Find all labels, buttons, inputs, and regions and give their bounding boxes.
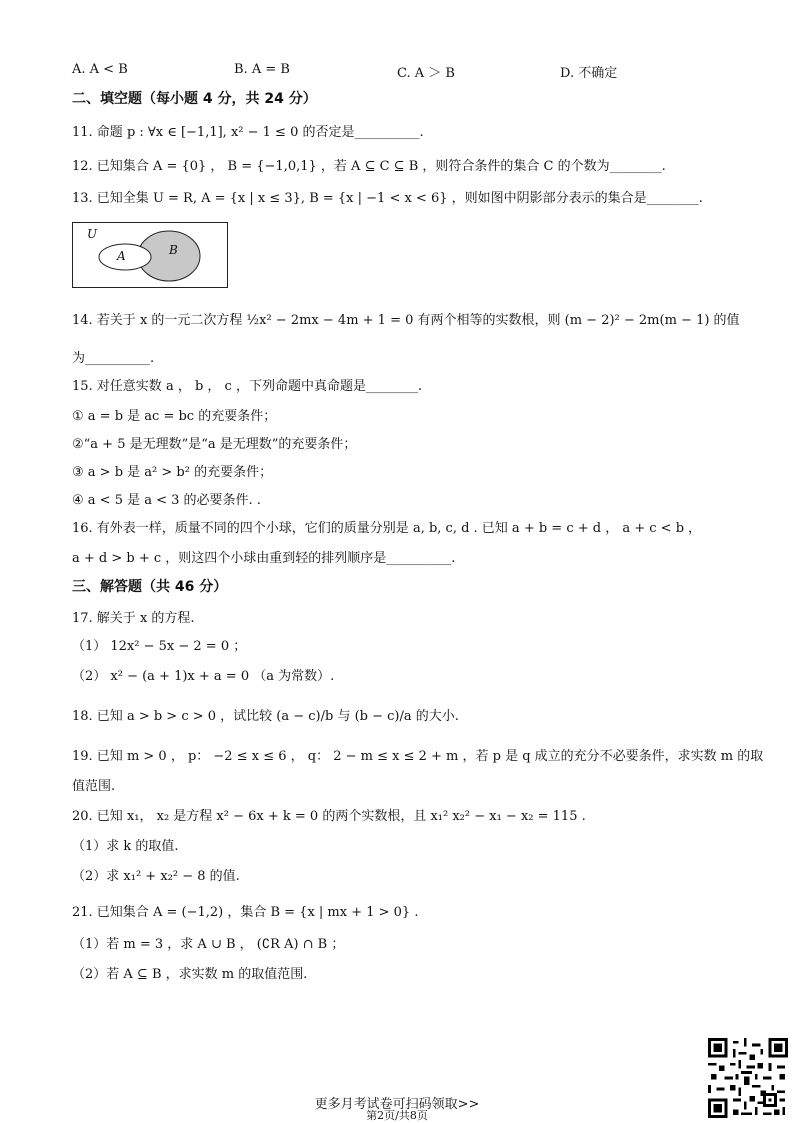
question-15-option-4: ④ a < 5 是 a < 3 的必要条件. . xyxy=(72,493,261,508)
question-11: 11. 命题 p : ∀x ∈ [−1,1], x² − 1 ≤ 0 的否定是__________. xyxy=(72,125,424,140)
question-17-stem: 17. 解关于 x 的方程. xyxy=(72,611,195,626)
question-17-part-1: （1） 12x² − 5x − 2 = 0 ； xyxy=(72,639,247,654)
question-13: 13. 已知全集 U = R, A = {x | x ≤ 3}, B = {x | −1 < x < 6} ，则如图中阴影部分表示的集合是________. xyxy=(72,191,703,206)
question-12: 12. 已知集合 A = {0} ， B = {−1,0,1} ，若 A ⊆ C ⊆ B ，则符合条件的集合 C 的个数为________. xyxy=(72,159,666,174)
question-20-part-1: （1）求 k 的取值. xyxy=(72,839,179,854)
question-18: 18. 已知 a > b > c > 0 ，试比较 (a − c)/b 与 (b − c)/a 的大小. xyxy=(72,709,459,724)
choice-a: A. A < B xyxy=(72,62,128,77)
choice-b: B. A = B xyxy=(234,62,290,77)
question-14-line2: 为__________. xyxy=(72,351,155,366)
footer-promo-link[interactable]: 更多月考试卷可扫码领取>> xyxy=(314,1097,480,1112)
question-16-line1: 16. 有外表一样，质量不同的四个小球，它们的质量分别是 a, b, c, d . 已知 a + b = c + d ， a + c < b ， xyxy=(72,521,702,536)
section-solve-title: 三、解答题（共 46 分） xyxy=(72,579,228,595)
question-21-part-1: （1）若 m = 3 ，求 A ∪ B ， (∁R A) ∩ B ； xyxy=(72,937,345,952)
venn-label-a: A xyxy=(117,249,126,263)
choice-d: D. 不确定 xyxy=(560,66,618,81)
question-19-line2: 值范围. xyxy=(72,779,116,794)
question-19-line1: 19. 已知 m > 0 ， p： −2 ≤ x ≤ 6 ， q： 2 − m ≤ x ≤ 2 + m ，若 p 是 q 成立的充分不必要条件，求实数 m 的取 xyxy=(72,749,764,764)
question-20-part-2: （2）求 x₁² + x₂² − 8 的值. xyxy=(72,869,240,884)
venn-label-u: U xyxy=(87,227,98,241)
choice-c: C. A ＞ B xyxy=(397,66,455,81)
question-15-option-2: ②“a + 5 是无理数”是“a 是无理数”的充要条件； xyxy=(72,437,357,452)
question-21-stem: 21. 已知集合 A = (−1,2) ，集合 B = {x | mx + 1 > 0} . xyxy=(72,905,419,920)
question-15-option-1: ① a = b 是 ac = bc 的充要条件； xyxy=(72,409,277,424)
venn-label-b: B xyxy=(169,243,178,257)
question-21-part-2: （2）若 A ⊆ B ，求实数 m 的取值范围. xyxy=(72,967,308,982)
venn-diagram xyxy=(72,222,228,288)
section-fill-blank-title: 二、填空题（每小题 4 分，共 24 分） xyxy=(72,91,317,107)
question-16-line2: a + d > b + c ，则这四个小球由重到轻的排列顺序是__________. xyxy=(72,551,456,566)
question-20-stem: 20. 已知 x₁， x₂ 是方程 x² − 6x + k = 0 的两个实数根，且 x₁² x₂² − x₁ − x₂ = 115 . xyxy=(72,809,586,824)
question-15-option-3: ③ a > b 是 a² > b² 的充要条件； xyxy=(72,465,273,480)
page-number: 第2页/共8页 xyxy=(366,1109,428,1122)
question-15-stem: 15. 对任意实数 a ， b ， c ，下列命题中真命题是________. xyxy=(72,379,423,394)
question-17-part-2: （2） x² − (a + 1)x + a = 0 （a 为常数）. xyxy=(72,669,335,684)
question-14-line1: 14. 若关于 x 的一元二次方程 ½x² − 2mx − 4m + 1 = 0 有两个相等的实数根，则 (m − 2)² − 2m(m − 1) 的值 xyxy=(72,313,740,328)
